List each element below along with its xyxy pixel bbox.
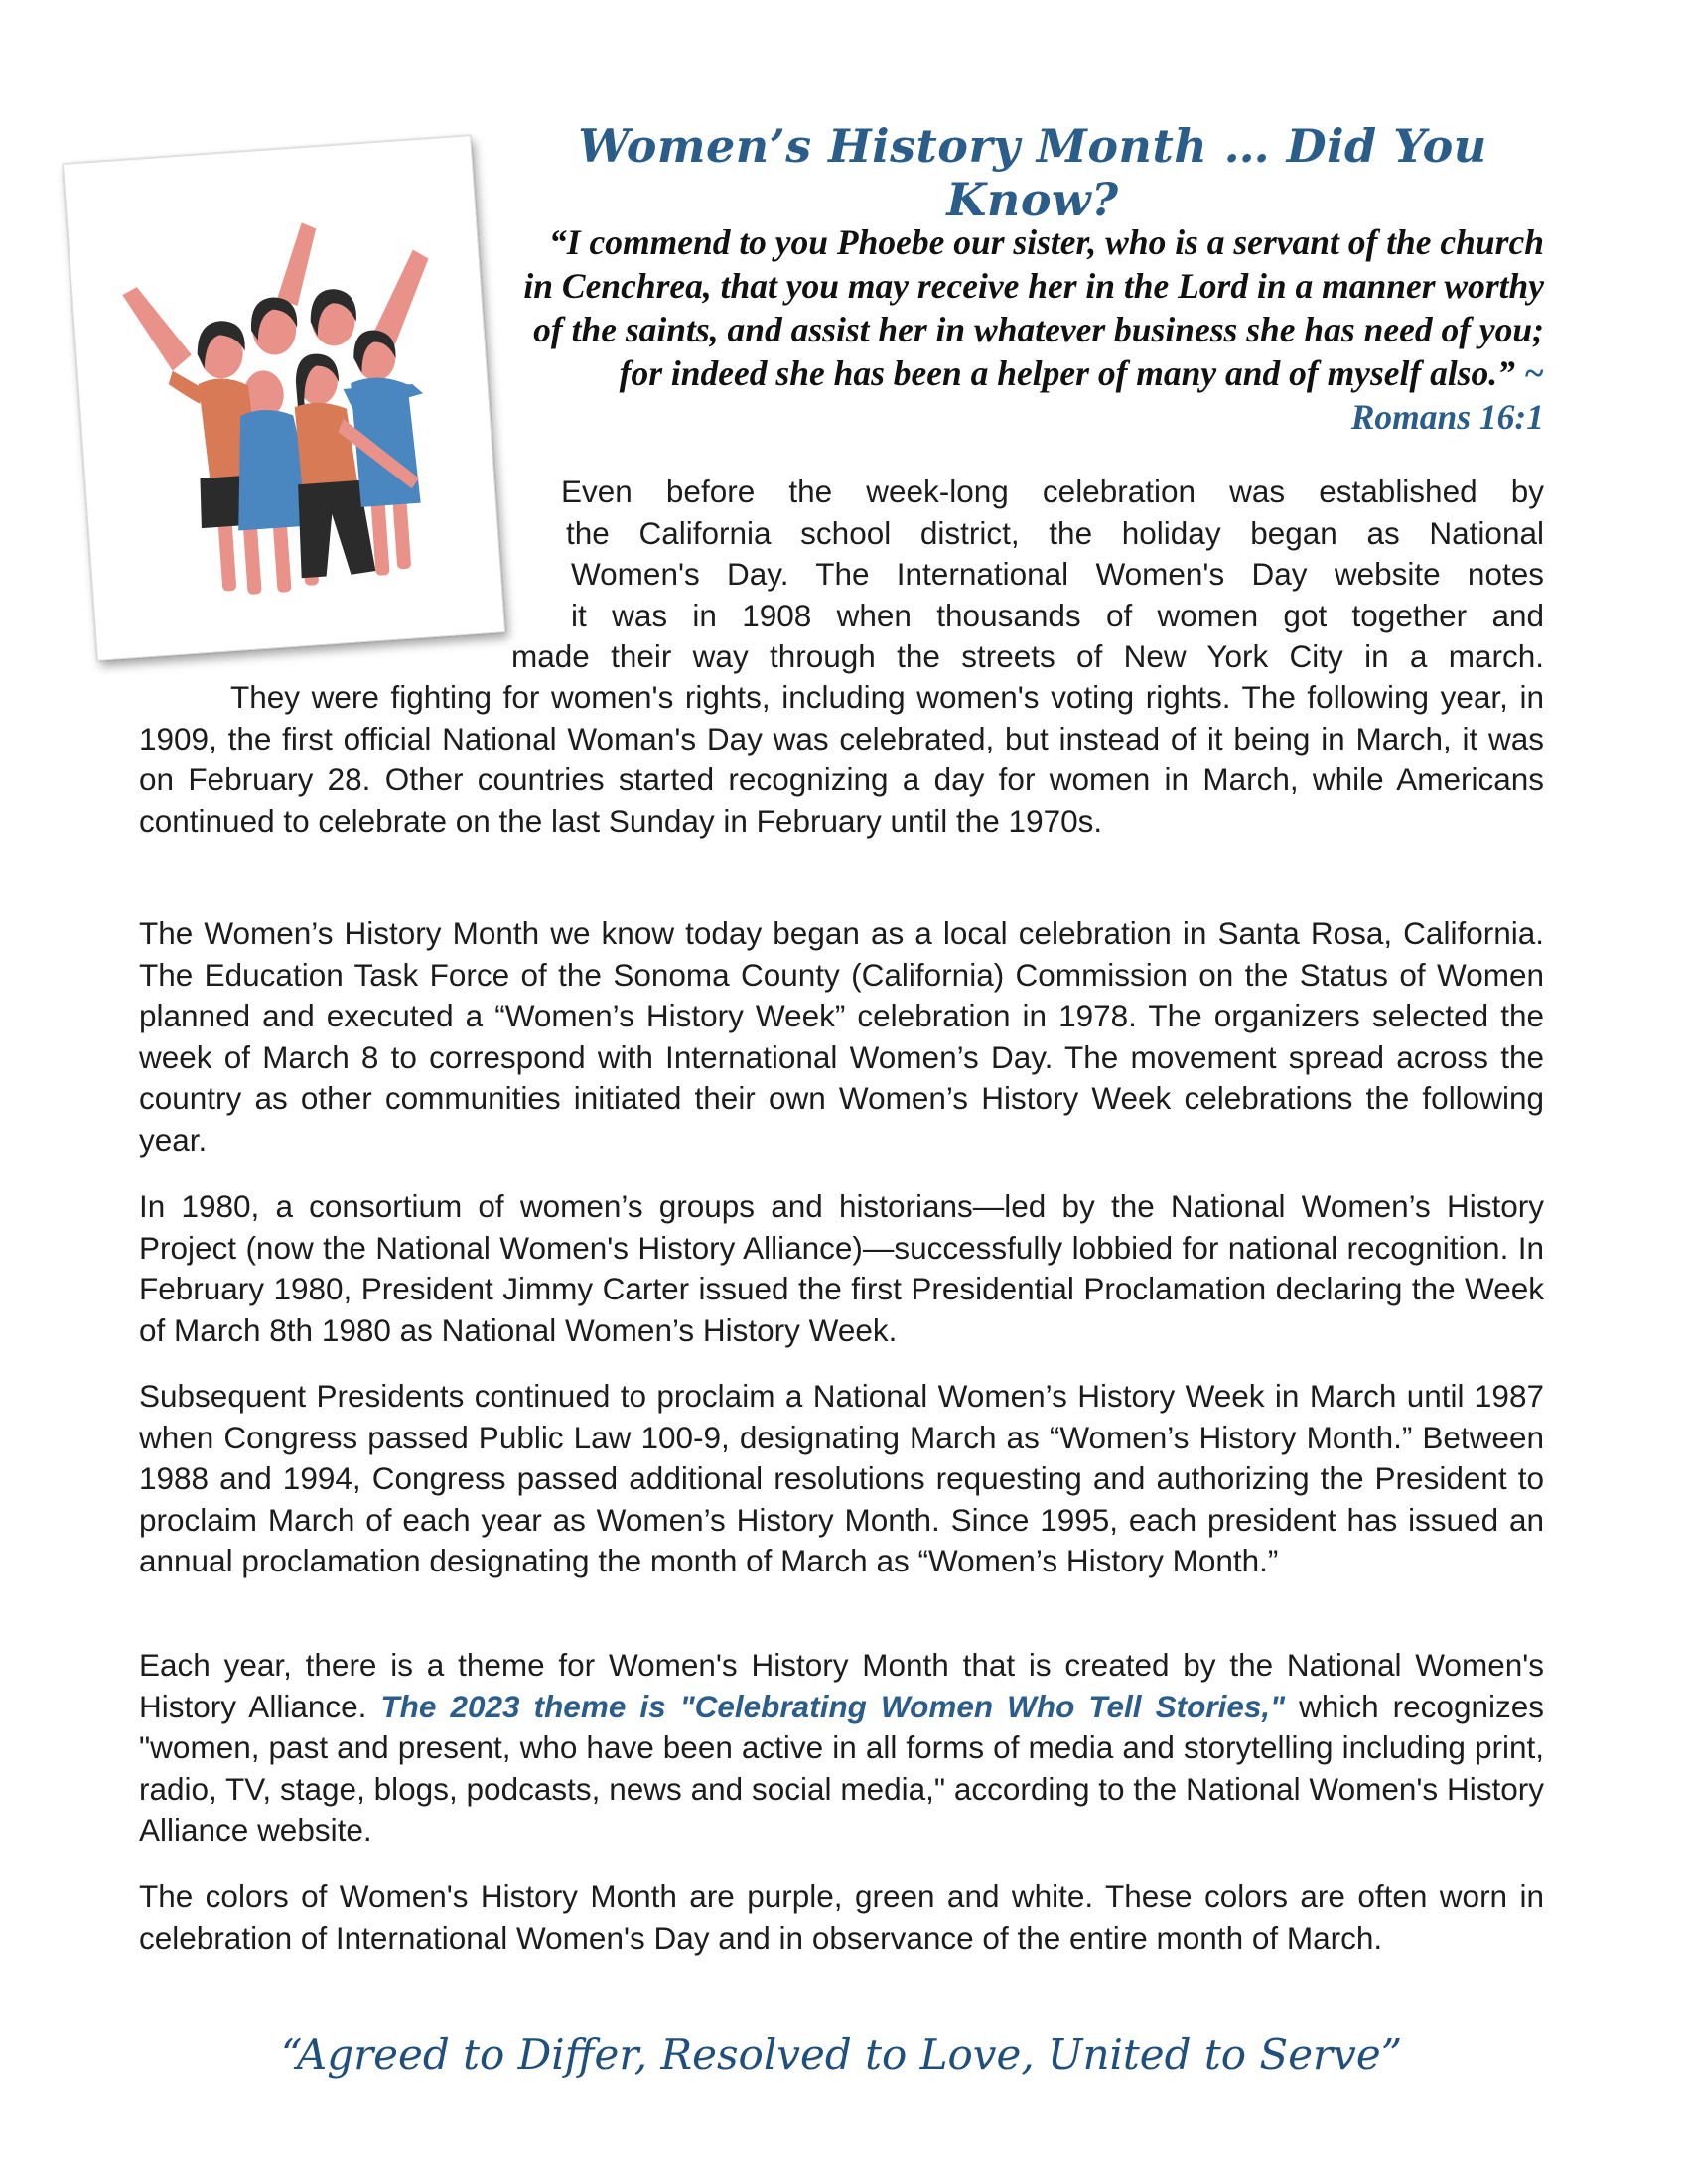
paragraph-1-line: made their way through the streets of New York City in a march. <box>511 638 1544 674</box>
scripture-text: “I commend to you Phoebe our sister, who is a servant of the church in Cenchrea, that you may receive her in the Lord in a manner worthy of the saints, and assist her in whatever business she has need of you; for indeed she has been a helper of many and of myself also.” <box>523 222 1544 393</box>
paragraph-2: The Women’s History Month we know today began as a local celebration in Santa Rosa, California. The Education Task Force of the Sonoma County (California) Commission on the Status of Women planned and executed a “Women’s History Week” celebration in 1978. The organizers selected the week of March 8 to correspond with International Women’s Day. The movement spread across the country as other communities initiated their own Women’s History Week celebrations the following year. <box>139 915 1544 1158</box>
paragraph-1-line: Women's Day. The International Women's Day website notes <box>571 556 1544 592</box>
theme-highlight: The 2023 theme is "Celebrating Women Who Tell Stories," <box>380 1688 1286 1724</box>
scripture-quote <box>511 220 1544 439</box>
paragraph-1-line: Even before the week-long celebration was established by <box>561 474 1544 509</box>
paragraph-1-line: the California school district, the holiday began as National <box>566 514 1544 551</box>
paragraph-1-line: it was in 1908 when thousands of women got together and <box>571 597 1544 633</box>
paragraph-5-intro: Each year, there is a theme for Women's History Month that is created by the National Women's History Alliance. <box>139 1647 1544 1724</box>
scripture-reference: ~ Romans 16:1 <box>1350 353 1544 437</box>
paragraph-1-continued: They were fighting for women's rights, including women's voting rights. The following year, in 1909, the first official National Woman's Day was celebrated, but instead of it being in March, it was on February 28. Other countries started recognizing a day for women in March, while Americans continued to celebrate on the last Sunday in February until the 1970s. <box>139 679 1544 839</box>
paragraph-3: In 1980, a consortium of women’s groups and historians—led by the National Women’s History Project (now the National Women's History Alliance)—successfully lobbied for national recognition. In February 1980, President Jimmy Carter issued the first Presidential Proclamation declaring the Week of March 8th 1980 as National Women’s History Week. <box>139 1188 1544 1348</box>
motto: “Agreed to Differ, Resolved to Love, United to Serve” <box>280 2030 1403 2079</box>
paragraph-1-wrapped <box>511 472 1544 678</box>
illustration-card <box>63 135 505 661</box>
paragraph-5 <box>139 1645 1544 1851</box>
group-of-women-illustration <box>101 179 467 618</box>
paragraph-4: Subsequent Presidents continued to proclaim a National Women’s History Week in March until 1987 when Congress passed Public Law 100-9, designating March as “Women’s History Month.” Between 1988 and 1994, Congress passed additional resolutions requesting and authorizing the President to proclaim March of each year as Women’s History Month. Since 1995, each president has issued an annual proclamation designating the month of March as “Women’s History Month.” <box>139 1378 1544 1578</box>
paragraph-5-outro: which recognizes "women, past and present, who have been active in all forms of media and storytelling including print, radio, TV, stage, blogs, podcasts, news and social media," according to the National Women's History Alliance website. <box>139 1688 1544 1847</box>
paragraph-6: The colors of Women's History Month are purple, green and white. These colors are often worn in celebration of International Women's Day and in observance of the entire month of March. <box>139 1878 1544 1956</box>
page-title: Women’s History Month … Did You Know? <box>578 119 1487 226</box>
